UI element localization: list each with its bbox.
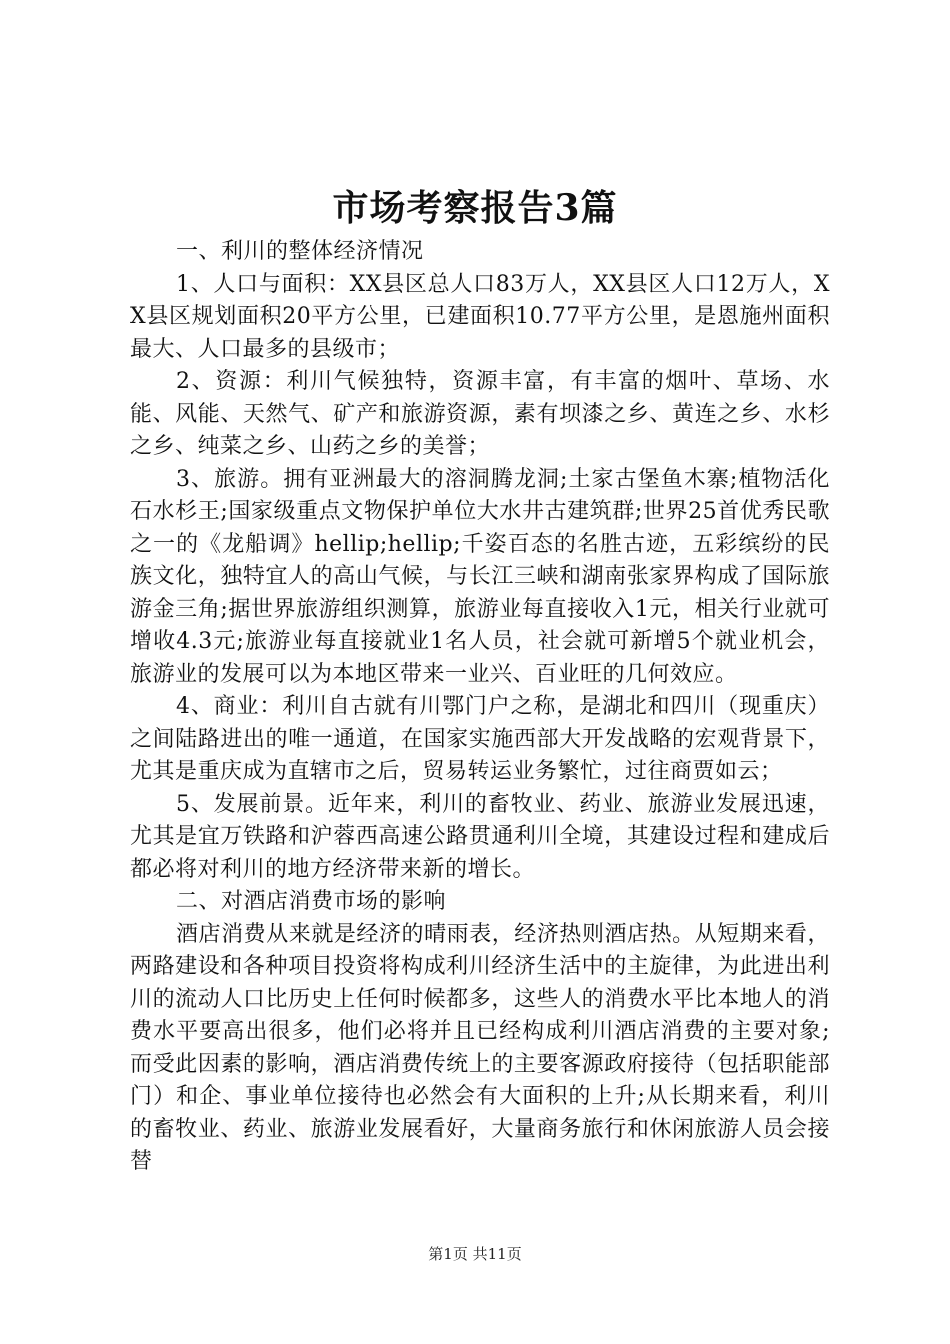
paragraph-tourism: 3、旅游。拥有亚洲最大的溶洞腾龙洞;土家古堡鱼木寨;植物活化石水杉王;国家级重点文物保护单位大水井古建筑群;世界25首优秀民歌之一的《龙船调》hellip;hellip;千姿百态的名胜古迹，五彩缤纷的民族文化，独特宜人的高山气候，与长江三峡和湖南张家界构成了国际旅游金三角;据世界旅游组织测算，旅游业每直接收入1元，相关行业就可增收4.3元;旅游业每直接就业1名人员，社会就可新增5个就业机会，旅游业的发展可以为本地区带来一业兴、百业旺的几何效应。	[130, 466, 830, 687]
section-heading-2: 二、对酒店消费市场的影响	[176, 889, 447, 914]
document-title: 市场考察报告3篇	[332, 187, 618, 229]
page-number-footer: 第1页 共11页	[428, 1245, 522, 1263]
paragraph-population: 1、人口与面积：XX县区总人口83万人，XX县区人口12万人，XX县区规划面积20平方公里，已建面积10.77平方公里，是恩施州面积最大、人口最多的县级市；	[130, 271, 830, 362]
document-body	[130, 236, 830, 1179]
paragraph-prospects: 5、发展前景。近年来，利川的畜牧业、药业、旅游业发展迅速，尤其是宜万铁路和沪蓉西高速公路贯通利川全境，其建设过程和建成后都必将对利川的地方经济带来新的增长。	[130, 791, 830, 882]
section-heading-1: 一、利川的整体经济情况	[176, 239, 424, 264]
paragraph-commerce: 4、商业：利川自古就有川鄂门户之称，是湖北和四川（现重庆）之间陆路进出的唯一通道，在国家实施西部大开发战略的宏观背景下，尤其是重庆成为直辖市之后，贸易转运业务繁忙，过往商贾如云；	[130, 694, 830, 784]
paragraph-resources: 2、资源：利川气候独特，资源丰富，有丰富的烟叶、草场、水能、风能、天然气、矿产和旅游资源，素有坝漆之乡、黄连之乡、水杉之乡、纯菜之乡、山药之乡的美誉；	[130, 369, 830, 459]
paragraph-hotel-market: 酒店消费从来就是经济的晴雨表，经济热则酒店热。从短期来看，两路建设和各种项目投资将构成利川经济生活中的主旋律，为此进出利川的流动人口比历史上任何时候都多，这些人的消费水平比本地人的消费水平要高出很多，他们必将并且已经构成利川酒店消费的主要对象;而受此因素的影响，酒店消费传统上的主要客源政府接待（包括职能部门）和企、事业单位接待也必然会有大面积的上升;从长期来看，利川的畜牧业、药业、旅游业发展看好，大量商务旅行和休闲旅游人员会接替	[130, 921, 830, 1174]
